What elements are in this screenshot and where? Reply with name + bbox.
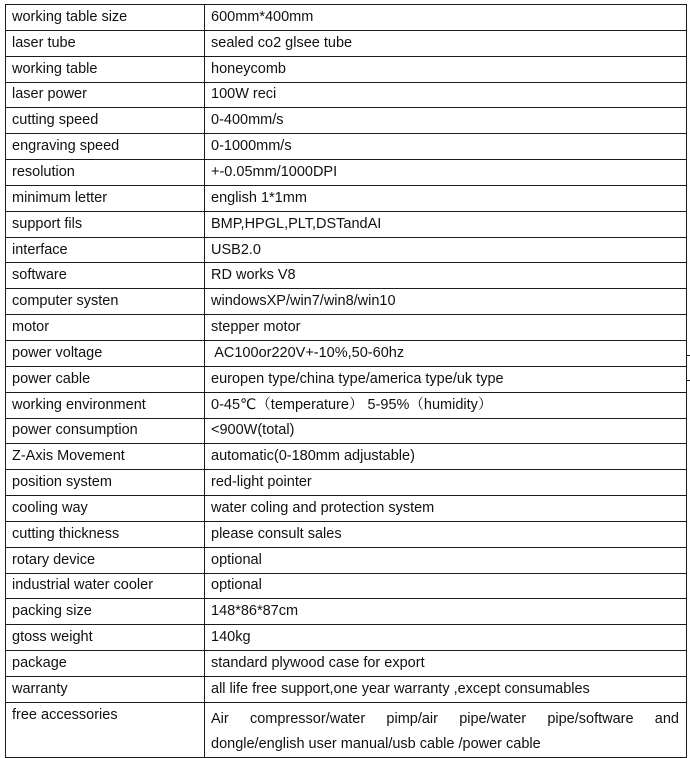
- spec-value: 0-45℃（temperature） 5-95%（humidity）: [205, 392, 687, 418]
- spec-value: AC100or220V+-10%,50-60hz: [205, 340, 687, 366]
- spec-value: water coling and protection system: [205, 496, 687, 522]
- spec-value: RD works V8: [205, 263, 687, 289]
- spec-label: interface: [6, 237, 205, 263]
- spec-label: industrial water cooler: [6, 573, 205, 599]
- spec-label: rotary device: [6, 547, 205, 573]
- spec-value: sealed co2 glsee tube: [205, 30, 687, 56]
- spec-value: USB2.0: [205, 237, 687, 263]
- spec-value: optional: [205, 547, 687, 573]
- spec-label: cutting thickness: [6, 521, 205, 547]
- spec-value: +-0.05mm/1000DPI: [205, 160, 687, 186]
- spec-value: 100W reci: [205, 82, 687, 108]
- spec-label: cutting speed: [6, 108, 205, 134]
- table-row: [6, 625, 687, 651]
- spec-label: laser tube: [6, 30, 205, 56]
- spec-value: <900W(total): [205, 418, 687, 444]
- spec-value: all life free support,one year warranty ,except consumables: [205, 676, 687, 702]
- table-row: [6, 160, 687, 186]
- spec-label: working table: [6, 56, 205, 82]
- table-row: [6, 315, 687, 341]
- spec-value: 0-1000mm/s: [205, 134, 687, 160]
- spec-label: warranty: [6, 676, 205, 702]
- spec-value: automatic(0-180mm adjustable): [205, 444, 687, 470]
- table-row: [6, 366, 687, 392]
- spec-label: laser power: [6, 82, 205, 108]
- table-row: [6, 108, 687, 134]
- spec-label: working environment: [6, 392, 205, 418]
- spec-value: please consult sales: [205, 521, 687, 547]
- table-row: [6, 340, 687, 366]
- table-row: [6, 496, 687, 522]
- spec-label: packing size: [6, 599, 205, 625]
- table-row: [6, 444, 687, 470]
- spec-value: BMP,HPGL,PLT,DSTandAI: [205, 211, 687, 237]
- table-row: [6, 237, 687, 263]
- spec-value: 148*86*87cm: [205, 599, 687, 625]
- table-edge-mark: [686, 380, 690, 381]
- table-row: [6, 134, 687, 160]
- table-row: [6, 702, 687, 757]
- table-row: [6, 547, 687, 573]
- table-row: [6, 676, 687, 702]
- spec-label: cooling way: [6, 496, 205, 522]
- table-row: [6, 263, 687, 289]
- spec-value: Air compressor/water pimp/air pipe/water pipe/software and dongle/english user manual/usb cable /power cable: [205, 702, 687, 757]
- spec-label: resolution: [6, 160, 205, 186]
- spec-value: stepper motor: [205, 315, 687, 341]
- spec-label: working table size: [6, 5, 205, 31]
- spec-value: honeycomb: [205, 56, 687, 82]
- spec-label: package: [6, 651, 205, 677]
- table-row: [6, 56, 687, 82]
- table-row: [6, 289, 687, 315]
- spec-label: power voltage: [6, 340, 205, 366]
- spec-label: power consumption: [6, 418, 205, 444]
- spec-value: standard plywood case for export: [205, 651, 687, 677]
- table-row: [6, 392, 687, 418]
- spec-value: red-light pointer: [205, 470, 687, 496]
- table-edge-mark: [686, 355, 690, 356]
- spec-label: gtoss weight: [6, 625, 205, 651]
- spec-label: position system: [6, 470, 205, 496]
- table-row: [6, 185, 687, 211]
- spec-value: windowsXP/win7/win8/win10: [205, 289, 687, 315]
- spec-value: 0-400mm/s: [205, 108, 687, 134]
- spec-label: engraving speed: [6, 134, 205, 160]
- table-row: [6, 211, 687, 237]
- spec-value: 140kg: [205, 625, 687, 651]
- spec-label: computer systen: [6, 289, 205, 315]
- spec-value: 600mm*400mm: [205, 5, 687, 31]
- spec-value: optional: [205, 573, 687, 599]
- table-row: [6, 470, 687, 496]
- spec-label: Z-Axis Movement: [6, 444, 205, 470]
- spec-table: [5, 4, 687, 758]
- table-row: [6, 573, 687, 599]
- spec-value: english 1*1mm: [205, 185, 687, 211]
- table-row: [6, 651, 687, 677]
- spec-label: power cable: [6, 366, 205, 392]
- spec-label: software: [6, 263, 205, 289]
- spec-label: minimum letter: [6, 185, 205, 211]
- table-row: [6, 599, 687, 625]
- spec-label: motor: [6, 315, 205, 341]
- spec-label: free accessories: [6, 702, 205, 757]
- table-row: [6, 521, 687, 547]
- table-row: [6, 30, 687, 56]
- table-row: [6, 5, 687, 31]
- spec-value: europen type/china type/america type/uk type: [205, 366, 687, 392]
- table-row: [6, 82, 687, 108]
- table-row: [6, 418, 687, 444]
- spec-label: support fils: [6, 211, 205, 237]
